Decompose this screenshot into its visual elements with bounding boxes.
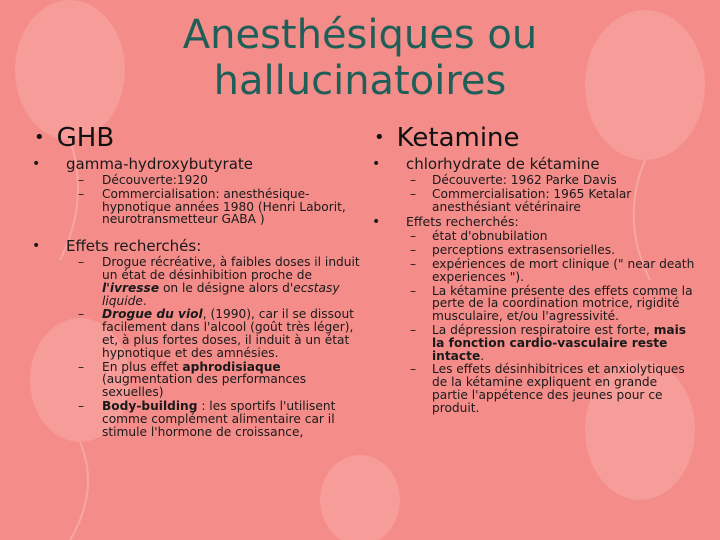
bullet-text: chlorhydrate de kétamine (406, 155, 600, 173)
column-ghb (30, 122, 370, 438)
sub-item: – En plus effet aphrodisiaque (augmentation des performances sexuelles) (78, 359, 307, 400)
sub-item: – Commercialisation: anesthésique-hypnotique années 1980 (Henri Laborit, neurotransmetteur GABA ) (78, 186, 346, 227)
sub-item: – La kétamine présente des effets comme la perte de la coordination motrice, rigidité musculaire, et/ou l'agressivité. (410, 283, 693, 324)
bullet-dot-icon: • (372, 156, 381, 172)
sub-item: – état d'obnubilation (410, 229, 548, 244)
bullet-dot-icon: • (34, 127, 45, 148)
bullet-ketamine-name (370, 156, 700, 173)
bullet-effets (370, 215, 700, 229)
bullet-dot-icon: • (32, 238, 41, 255)
sub-item: – Découverte:1920 (78, 173, 208, 187)
sub-item: – Les effets désinhibitrices et anxiolytiques de la kétamine expliquent en grande partie l'appétence des jeunes pour ce produit. (410, 362, 685, 415)
sub-item: – perceptions extrasensorielles. (410, 243, 616, 258)
title-line-1: Anesthésiques ou (182, 12, 538, 58)
heading-ghb-label: GHB (56, 123, 115, 153)
heading-ghb (30, 122, 370, 154)
bullet-text: gamma-hydroxybutyrate (66, 155, 254, 173)
sub-item: – Body-building : les sportifs l'utilisent comme complément alimentaire car il stimule l'hormone de croissance, (78, 398, 336, 439)
sub-item: – La dépression respiratoire est forte, mais la fonction cardio-vasculaire reste intacte. (410, 322, 687, 363)
bullet-ghb-name (30, 156, 370, 173)
sub-item: – expériences de mort clinique (" near death experiences "). (410, 256, 695, 284)
heading-ketamine-label: Ketamine (396, 123, 520, 153)
column-ketamine (370, 122, 700, 415)
bullet-text: Effets recherchés: (406, 214, 519, 230)
title-line-2: hallucinatoires (213, 58, 507, 104)
sub-item: – Commercialisation: 1965 Ketalar anesthésiant vétérinaire (410, 186, 632, 214)
bullet-dot-icon: • (374, 127, 385, 148)
bullet-effets (30, 238, 370, 255)
sub-item: – Découverte: 1962 Parke Davis (410, 173, 617, 187)
bullet-text: Effets recherchés: (66, 237, 202, 256)
sub-item: – Drogue du viol, (1990), car il se dissout facilement dans l'alcool (goût très léger), et, à plus fortes doses, il induit à un état hypnotique et des amnésies. (78, 307, 354, 360)
slide-title (140, 12, 580, 104)
sub-item: – Drogue récréative, à faibles doses il induit un état de désinhibition proche de l'ivresse on le désigne alors d'ecstasy liquide. (78, 255, 360, 308)
bullet-dot-icon: • (372, 214, 381, 231)
bullet-dot-icon: • (32, 156, 41, 172)
heading-ketamine (370, 122, 700, 154)
